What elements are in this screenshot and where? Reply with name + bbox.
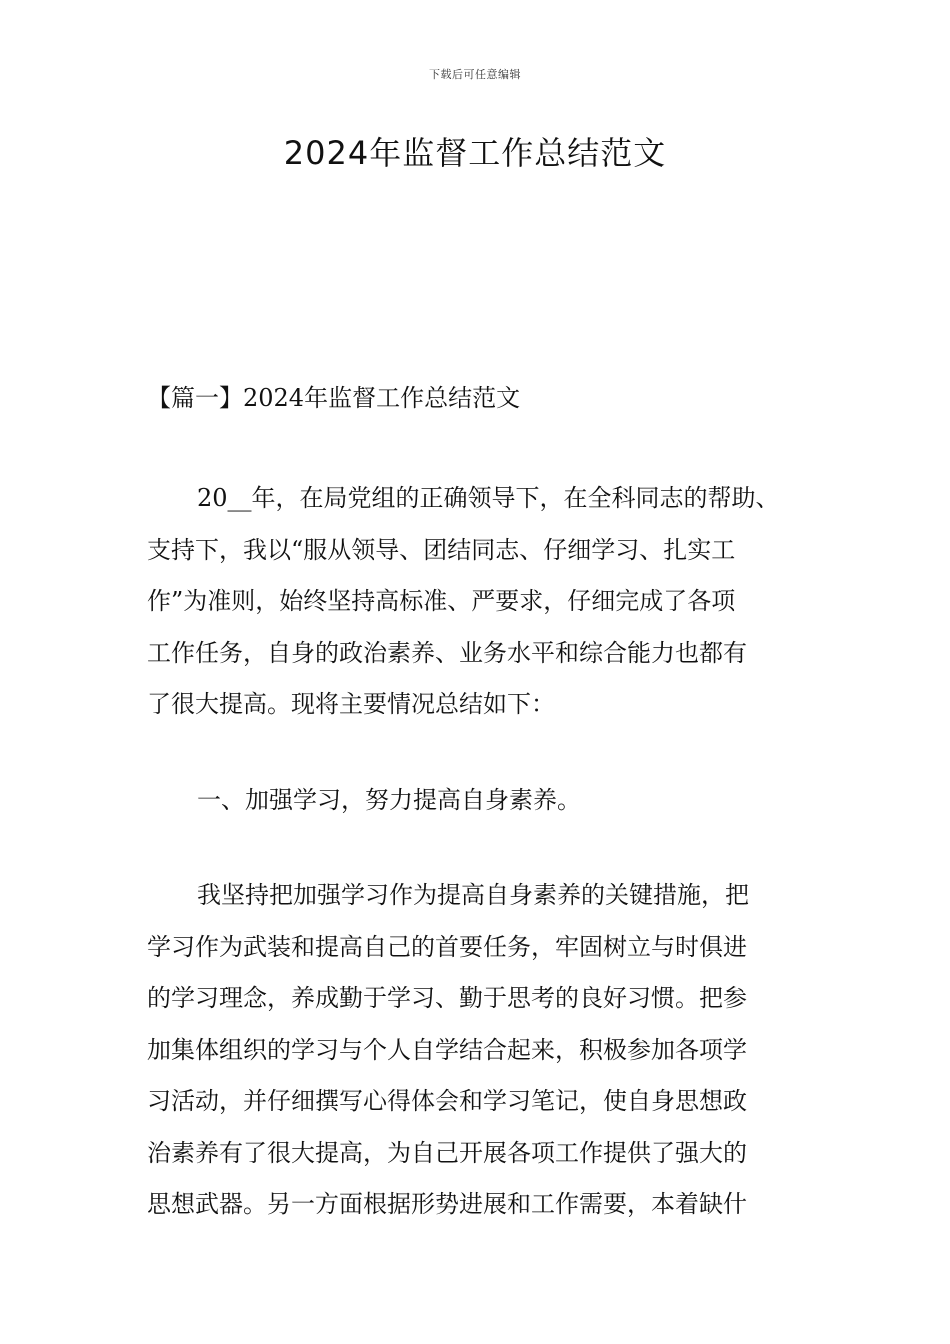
paragraph-line: 学习作为武装和提高自己的首要任务，牢固树立与时俱进 [147, 932, 747, 961]
paragraph-line: 加集体组织的学习与个人自学结合起来，积极参加各项学 [147, 1035, 747, 1064]
document-title: 2024年监督工作总结范文 [283, 134, 667, 172]
paragraph-line: 作”为准则，始终坚持高标准、严要求，仔细完成了各项 [147, 587, 736, 615]
paragraph-line: 思想武器。另一方面根据形势进展和工作需要，本着缺什 [147, 1190, 747, 1218]
header-note: 下载后可任意编辑 [429, 68, 521, 81]
paragraph-line: 工作任务，自身的政治素养、业务水平和综合能力也都有 [147, 638, 747, 667]
paragraph-line: 习活动，并仔细撰写心得体会和学习笔记，使自身思想政 [147, 1087, 747, 1115]
paragraph-line: 治素养有了很大提高，为自己开展各项工作提供了强大的 [147, 1138, 747, 1167]
subsection-heading-text: 一、加强学习，努力提高自身素养。 [197, 786, 581, 814]
paragraph-line: 支持下，我以“服从领导、团结同志、仔细学习、扎实工 [147, 535, 736, 564]
paragraph-intro [147, 473, 817, 731]
paragraph-line: 了很大提高。现将主要情况总结如下： [147, 690, 555, 718]
paragraph-line: 的学习理念，养成勤于学习、勤于思考的良好习惯。把参 [147, 984, 747, 1012]
paragraph-line: 20__年，在局党组的正确领导下，在全科同志的帮助、 [197, 484, 780, 512]
subsection-heading [147, 775, 817, 827]
paragraph-study [147, 870, 817, 1231]
paragraph-line: 我坚持把加强学习作为提高自身素养的关键措施，把 [197, 881, 749, 909]
section-heading: 【篇一】2024年监督工作总结范文 [147, 384, 521, 412]
